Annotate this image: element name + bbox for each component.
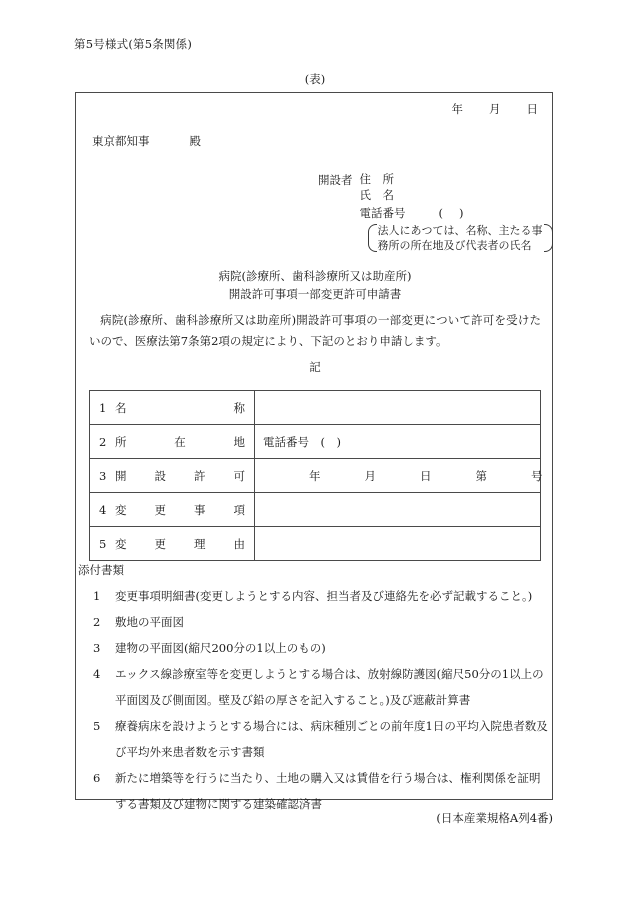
label-char: 更 <box>154 502 166 517</box>
list-item <box>89 609 551 635</box>
phone-label: 電話番号 <box>359 206 406 220</box>
label-char: 変 <box>115 536 127 551</box>
attachment-text <box>115 635 551 661</box>
label-char: 可 <box>233 468 245 483</box>
attachment-line: 建物の平面図(縮尺200分の1以上のもの) <box>115 641 326 655</box>
attachment-line: 平面図及び側面図。壁及び鉛の厚さを記入すること。)及び遮蔽計算書 <box>115 693 471 707</box>
row-label-change-items <box>90 493 255 527</box>
corporate-note-line-2: 務所の所在地及び代表者の氏名 <box>377 239 532 252</box>
ki-label: 記 <box>309 360 321 374</box>
table-row <box>90 391 541 425</box>
attachment-text <box>115 609 551 635</box>
date-year: 年 <box>451 102 463 116</box>
side-label: (表) <box>304 72 326 86</box>
table-row <box>90 425 541 459</box>
attachment-text <box>115 661 551 713</box>
attachments-heading: 添付書類 <box>78 563 124 577</box>
row-value-change-items[interactable] <box>255 493 541 527</box>
applicant-block <box>318 171 563 253</box>
list-item <box>89 635 551 661</box>
row-value-location[interactable]: 電話番号 ( ) <box>255 425 541 459</box>
label-char: 所 <box>115 434 127 449</box>
list-item <box>89 661 551 713</box>
attachment-line: 変更事項明細書(変更しようとする内容、担当者及び連絡先を必ず記載すること。) <box>115 589 533 603</box>
addressee-title: 東京都知事 <box>92 134 150 148</box>
permit-day: 日 <box>420 468 432 483</box>
label-char: 変 <box>115 502 127 517</box>
label-char: 称 <box>233 400 245 415</box>
row-label-permit <box>90 459 255 493</box>
row-label-change-reason <box>90 527 255 561</box>
row-label-location <box>90 425 255 459</box>
date-line <box>452 101 539 117</box>
permit-dai: 第 <box>475 468 487 483</box>
attachments-list <box>89 583 551 817</box>
label-char: 理 <box>194 536 206 551</box>
row-value-change-reason[interactable] <box>255 527 541 561</box>
document-title-line-1: 病院(診療所、歯科診療所又は助産所) <box>218 269 412 283</box>
attachment-number: 3 <box>93 641 101 655</box>
permit-month: 月 <box>364 468 376 483</box>
list-item <box>89 583 551 609</box>
label-char: 更 <box>154 536 166 551</box>
attachment-text <box>115 713 551 765</box>
attachment-line: 敷地の平面図 <box>115 615 184 629</box>
permit-date-fields <box>263 468 543 484</box>
attachment-number: 4 <box>93 667 101 681</box>
attachment-line: 療養病床を設けようとする場合には、病床種別ごとの前年度1日の平均入院患者数及 <box>115 719 548 733</box>
corporate-note-line-1: 法人にあつては、名称、主たる事 <box>377 224 543 237</box>
attachment-number: 5 <box>93 719 101 733</box>
attachment-line: び平均外来患者数を示す書類 <box>115 745 265 759</box>
table-row <box>90 527 541 561</box>
brace-left-icon <box>367 223 376 253</box>
label-char: 項 <box>233 502 245 517</box>
phone-paren-open: ( <box>438 206 443 220</box>
document-title <box>76 267 554 303</box>
particulars-table <box>89 390 541 561</box>
document-title-line-2: 開設許可事項一部変更許可申請書 <box>228 287 402 301</box>
row-value-permit[interactable] <box>255 459 541 493</box>
date-day: 日 <box>526 102 538 116</box>
row-number: 1 <box>99 400 107 415</box>
attachment-number: 1 <box>93 589 101 603</box>
attachment-text <box>115 583 551 609</box>
attachment-line: する書類及び建物に関する建築確認済書 <box>115 797 322 811</box>
corporate-note <box>367 223 563 253</box>
list-item <box>89 713 551 765</box>
attachment-number: 6 <box>93 771 101 785</box>
permit-go: 号 <box>531 468 543 483</box>
phone-paren-close: ) <box>459 206 464 220</box>
applicant-address-field: 住 所 <box>359 172 394 186</box>
attachment-number: 2 <box>93 615 101 629</box>
particulars-table-body <box>90 391 541 561</box>
permit-year: 年 <box>309 468 321 483</box>
paper-size-note: (日本産業規格A列4番) <box>436 811 553 825</box>
label-char: 名 <box>115 400 127 415</box>
label-char: 開 <box>115 468 127 483</box>
addressee <box>92 133 201 149</box>
date-month: 月 <box>489 102 501 116</box>
applicant-label: 開設者 <box>318 173 353 187</box>
label-char: 在 <box>174 434 186 449</box>
label-char: 設 <box>154 468 166 483</box>
label-char: 事 <box>194 502 206 517</box>
label-char: 許 <box>194 468 206 483</box>
body-paragraph-text: 病院(診療所、歯科診療所又は助産所)開設許可事項の一部変更について許可を受けたいので、医療法第7条第2項の規定により、下記のとおり申請します。 <box>89 313 541 348</box>
body-paragraph <box>89 310 541 352</box>
row-number: 3 <box>99 468 107 483</box>
attachment-line: 新たに増築等を行うに当たり、土地の購入又は賃借を行う場合は、権利関係を証明 <box>115 771 541 785</box>
applicant-phone-field <box>360 204 563 222</box>
brace-right-icon <box>545 223 554 253</box>
addressee-honorific: 殿 <box>189 134 201 148</box>
attachment-line: エックス線診療室等を変更しようとする場合は、放射線防護図(縮尺50分の1以上の <box>115 667 544 681</box>
table-row <box>90 459 541 493</box>
row-value-name[interactable] <box>255 391 541 425</box>
form-number: 第5号様式(第5条関係) <box>74 37 193 51</box>
row-number: 5 <box>99 536 107 551</box>
label-char: 由 <box>233 536 245 551</box>
table-row <box>90 493 541 527</box>
label-char: 地 <box>233 434 245 449</box>
application-form-box <box>75 92 553 811</box>
row-number: 4 <box>99 502 107 517</box>
row-number: 2 <box>99 434 107 449</box>
applicant-name-field: 氏 名 <box>359 188 394 202</box>
row-label-name <box>90 391 255 425</box>
